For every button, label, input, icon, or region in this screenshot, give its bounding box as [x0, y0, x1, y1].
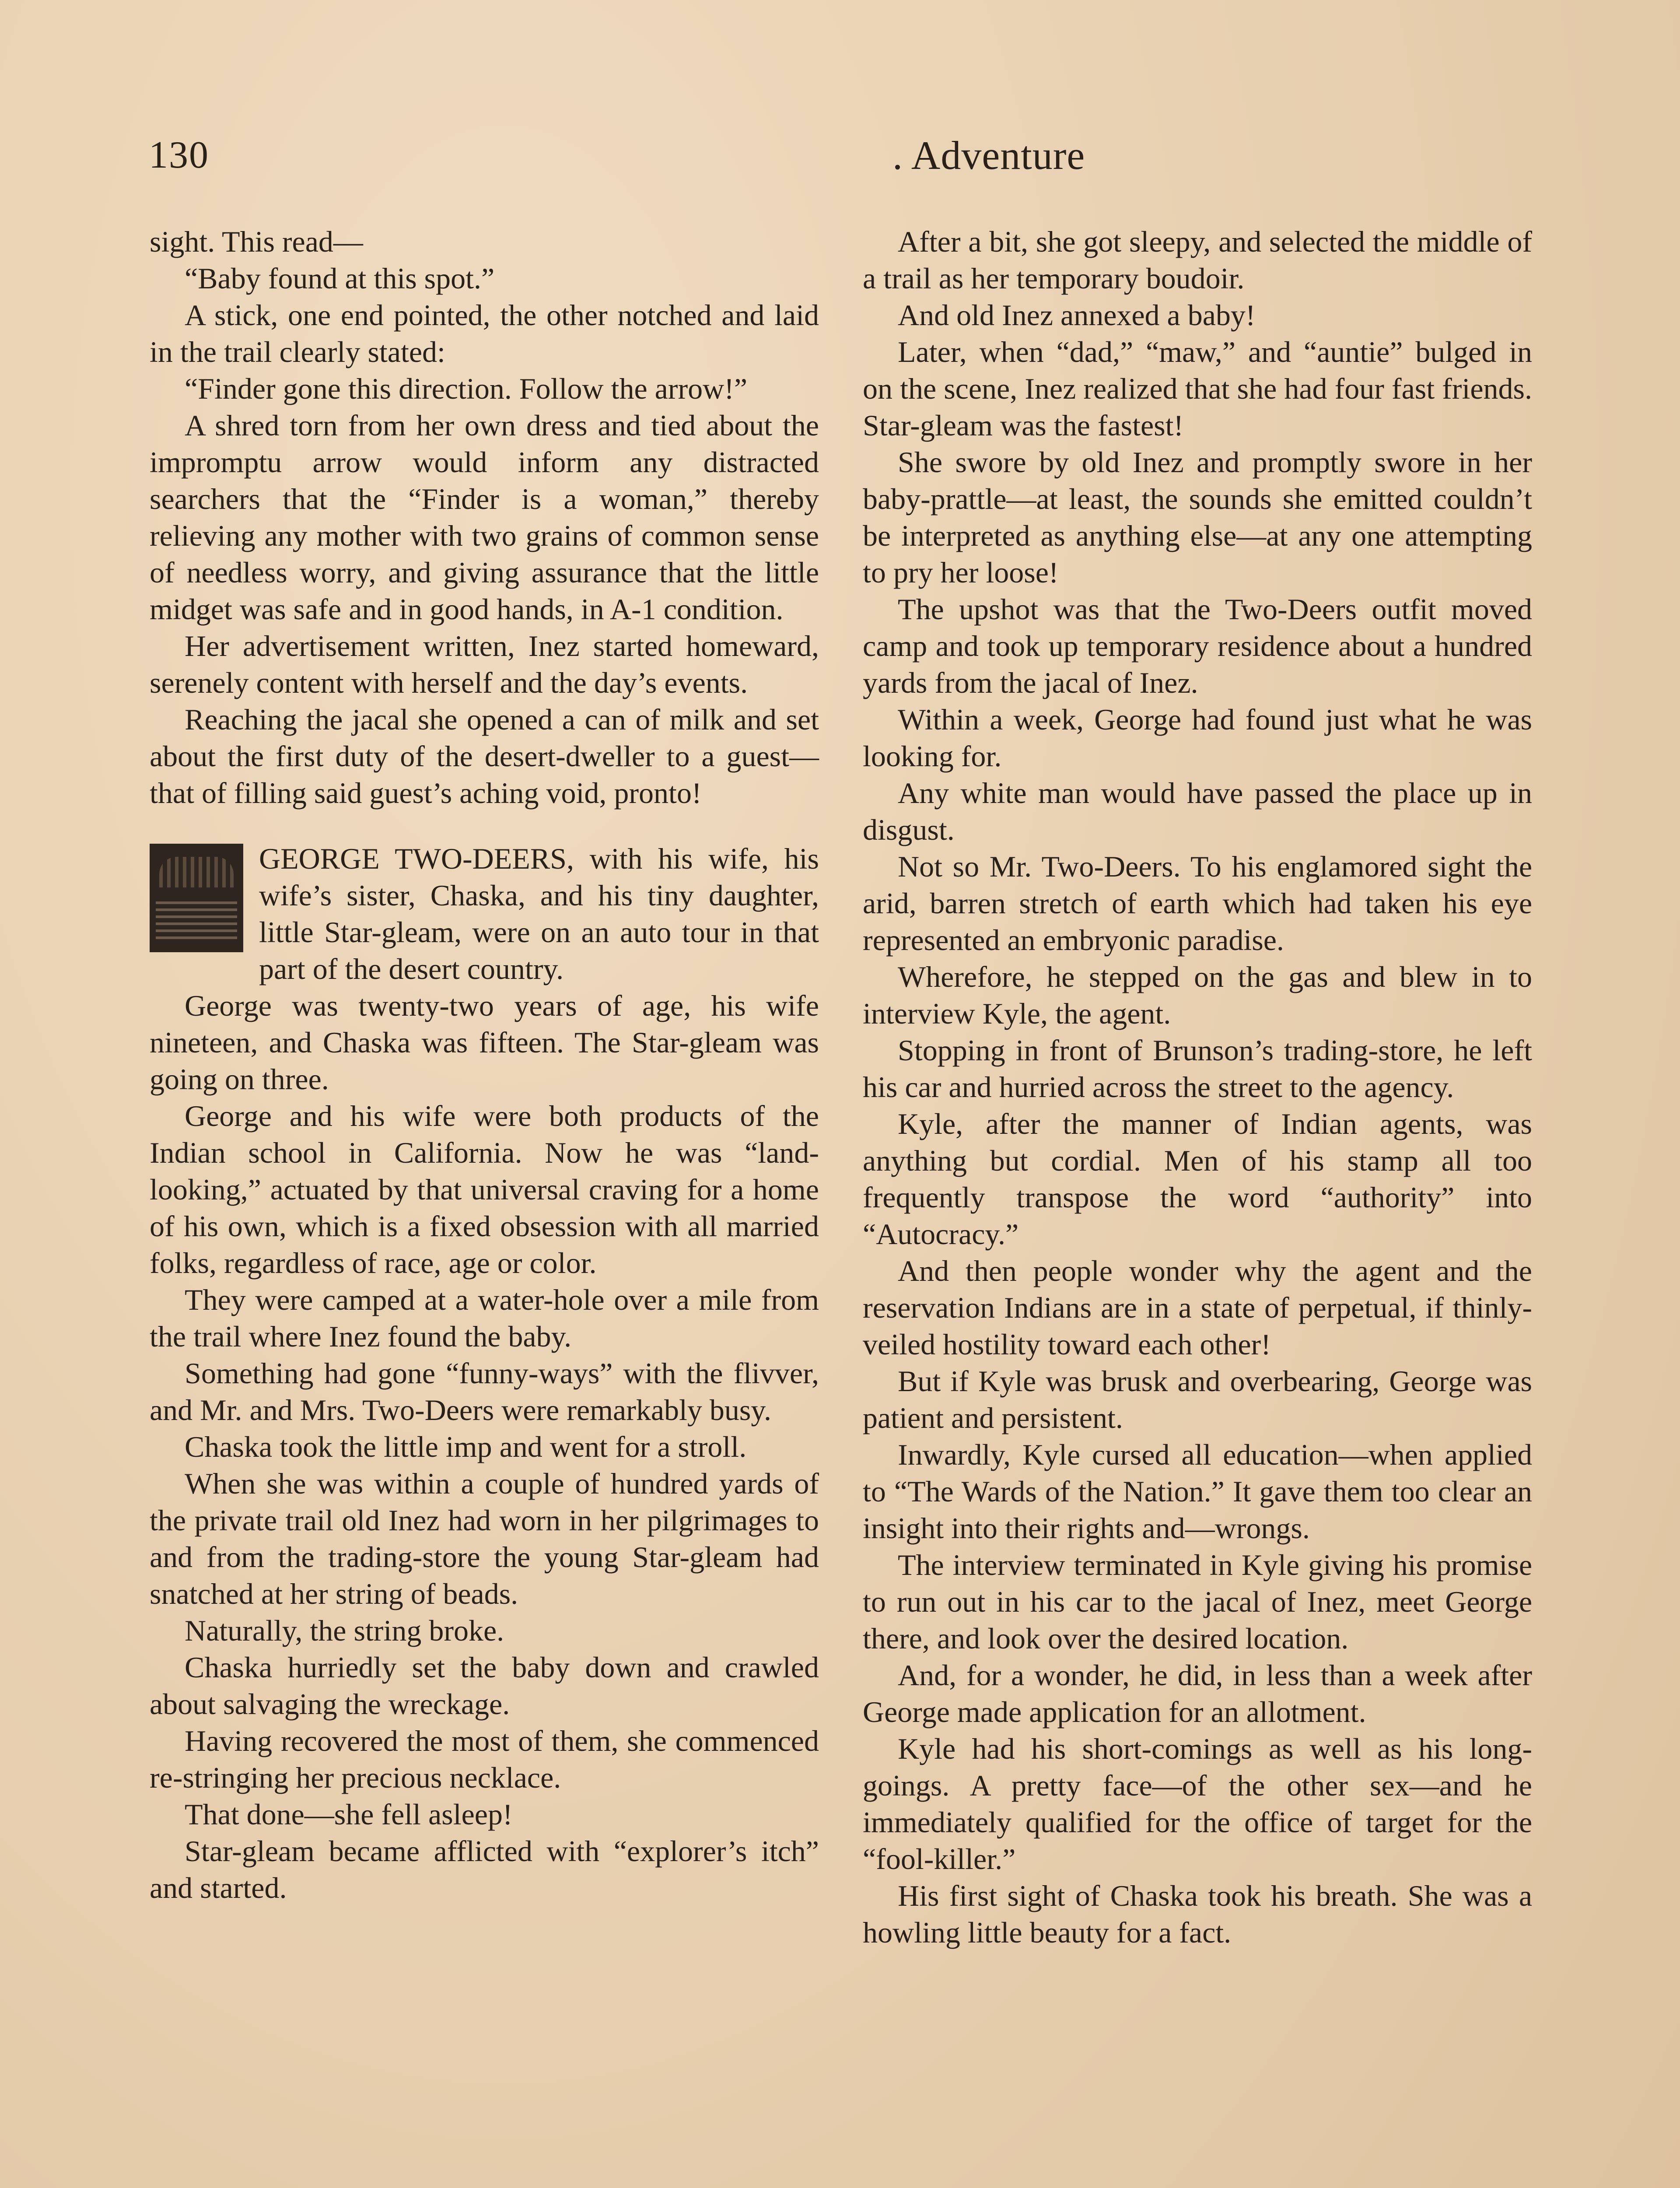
paragraph: George and his wife were both products of the Indian school in California. Now he was “land-looking,” actuated by that universal craving for a home of his own, which is a fixed obsession with all married folks, regardless of race, age or color.: [150, 1099, 819, 1280]
paragraph: Not so Mr. Two-Deers. To his englamored sight the arid, barren stretch of earth which had taken his eye represented an embryonic paradise.: [863, 850, 1532, 957]
paragraph: George was twenty-two years of age, his wife nineteen, and Chaska was fifteen. The Star-gleam was going on three.: [150, 989, 819, 1096]
paragraph: His first sight of Chaska took his breath. She was a howling little beauty for a fact.: [863, 1879, 1532, 1949]
paragraph: And, for a wonder, he did, in less than a week after George made application for an allotment.: [863, 1659, 1532, 1729]
paragraph: “Finder gone this direction. Follow the arrow!”: [185, 372, 748, 405]
paragraph: The interview terminated in Kyle giving his promise to run out in his car to the jacal of Inez, meet George there, and look over the desired location.: [863, 1548, 1532, 1655]
paragraph: And old Inez annexed a baby!: [898, 298, 1256, 332]
paragraph: Inwardly, Kyle cursed all education—when applied to “The Wards of the Nation.” It gave them too clear an insight into their rights and—wrongs.: [863, 1438, 1532, 1545]
decorative-initial-illustration: [150, 844, 243, 952]
paragraph: Chaska took the little imp and went for a stroll.: [185, 1430, 747, 1463]
paragraph: Stopping in front of Brunson’s trading-store, he left his car and hurried across the street to the agency.: [863, 1034, 1532, 1104]
paragraph: “Baby found at this spot.”: [185, 262, 495, 295]
paragraph: Naturally, the string broke.: [185, 1614, 504, 1647]
paragraph: Star-gleam became afflicted with “explorer’s itch” and started.: [150, 1834, 819, 1904]
paragraph: Kyle had his short-comings as well as his long-goings. A pretty face—of the other sex—and he immediately qualified for the office of target for the “fool-killer.”: [863, 1732, 1532, 1876]
paragraph: And then people wonder why the agent and the reservation Indians are in a state of perpetual, if thinly-veiled hostility toward each other!: [863, 1254, 1532, 1361]
left-column: [150, 223, 819, 1906]
paragraph: Within a week, George had found just what he was looking for.: [863, 703, 1532, 773]
paragraph: Her advertisement written, Inez started homeward, serenely content with herself and the day’s events.: [150, 629, 819, 699]
paragraph: She swore by old Inez and promptly swore in her baby-prattle—at least, the sounds she emitted couldn’t be interpreted as anything else—at any one attempting to pry her loose!: [863, 445, 1532, 589]
paragraph: They were camped at a water-hole over a mile from the trail where Inez found the baby.: [150, 1283, 819, 1353]
paragraph: Something had gone “funny-ways” with the flivver, and Mr. and Mrs. Two-Deers were remarkably busy.: [150, 1357, 819, 1427]
paragraph: Kyle, after the manner of Indian agents, was anything but cordial. Men of his stamp all too frequently transpose the word “authority” into “Autocracy.”: [863, 1107, 1532, 1251]
page-header: [149, 127, 1540, 193]
paragraph: Wherefore, he stepped on the gas and blew in to interview Kyle, the agent.: [863, 960, 1532, 1030]
paragraph: That done—she fell asleep!: [185, 1798, 513, 1831]
paragraph: sight. This read—: [150, 225, 363, 258]
paragraph: Any white man would have passed the place up in disgust.: [863, 776, 1532, 846]
right-column: [863, 223, 1532, 1951]
paragraph: After a bit, she got sleepy, and selected the middle of a trail as her temporary boudoir.: [863, 225, 1532, 295]
page-number: 130: [149, 134, 209, 176]
paragraph: The upshot was that the Two-Deers outfit moved camp and took up temporary residence about a hundred yards from the jacal of Inez.: [863, 593, 1532, 699]
paragraph: When she was within a couple of hundred yards of the private trail old Inez had worn in her pilgrimages to and from the trading-store the young Star-gleam had snatched at her string of beads.: [150, 1467, 819, 1610]
paragraph: Having recovered the most of them, she commenced re-stringing her precious necklace.: [150, 1724, 819, 1794]
paragraph-text: GEORGE TWO-DEERS, with his wife, his wife’s sister, Chaska, and his tiny daughter, little Star-gleam, were on an auto tour in that part of the desert country.: [259, 842, 819, 985]
paragraph: Later, when “dad,” “maw,” and “auntie” bulged in on the scene, Inez realized that she had four fast friends. Star-gleam was the fastest!: [863, 335, 1532, 442]
paragraph: But if Kyle was brusk and overbearing, George was patient and persistent.: [863, 1364, 1532, 1434]
paragraph: [150, 840, 819, 987]
running-title: . Adventure: [892, 133, 1085, 178]
paragraph: A stick, one end pointed, the other notched and laid in the trail clearly stated:: [150, 298, 819, 368]
paragraph: Chaska hurriedly set the baby down and crawled about salvaging the wreckage.: [150, 1651, 819, 1721]
paragraph: A shred torn from her own dress and tied about the impromptu arrow would inform any distracted searchers that the “Finder is a woman,” thereby relieving any mother with two grains of common sense of needless worry, and giving assurance that the little midget was safe and in good hands, in A-1 condition.: [150, 409, 819, 626]
paragraph: Reaching the jacal she opened a can of milk and set about the first duty of the desert-dweller to a guest—that of filling said guest’s aching void, pronto!: [150, 703, 819, 810]
